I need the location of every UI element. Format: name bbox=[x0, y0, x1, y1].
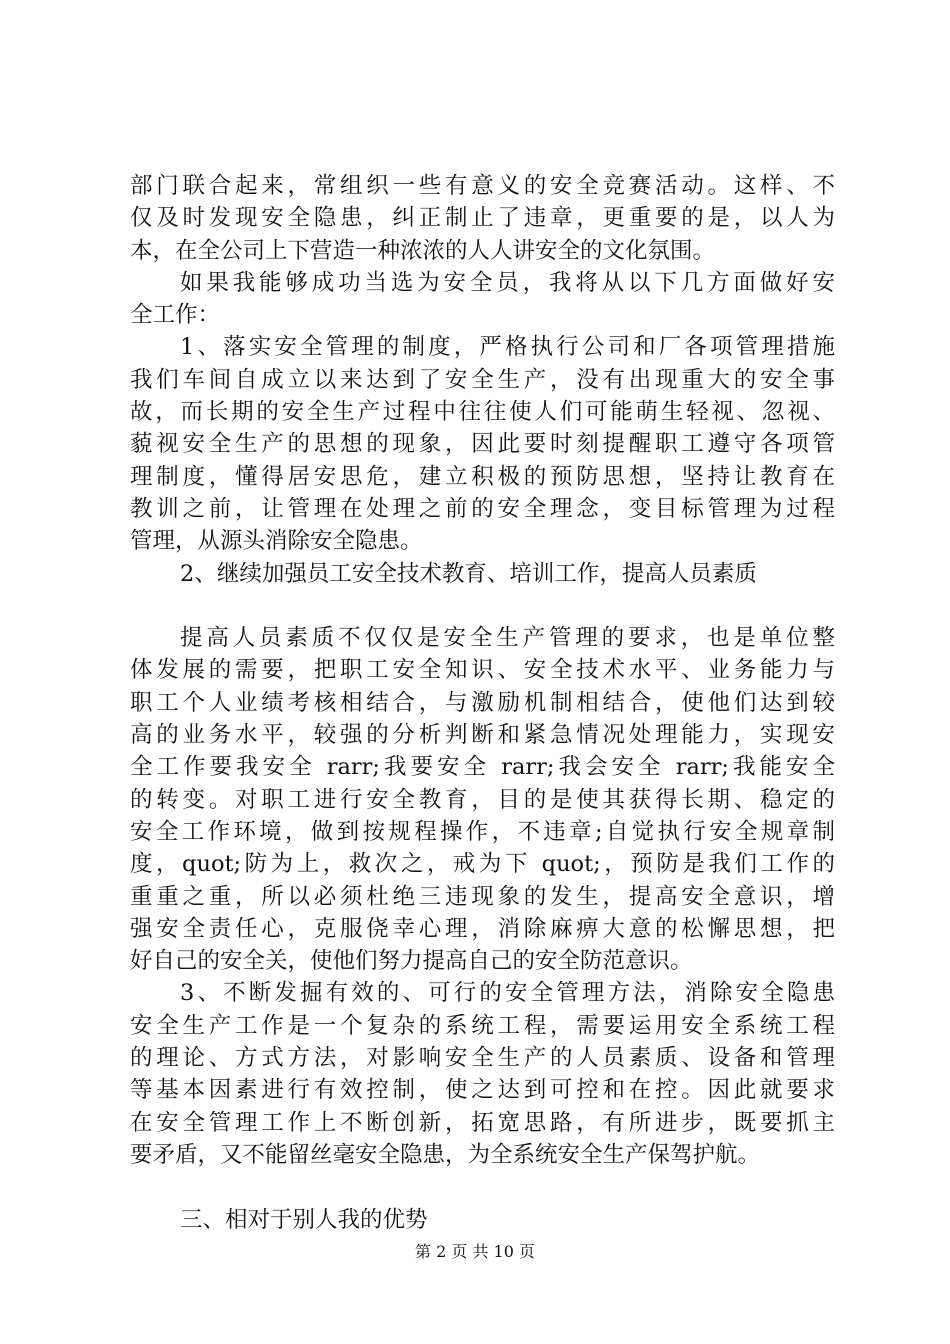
text-line: 等基本因素进行有效控制，使之达到可控和在控。因此就要求 bbox=[130, 1077, 835, 1104]
text-line: 在安全管理工作上不断创新，拓宽思路，有所进步，既要抓主 bbox=[130, 1109, 835, 1136]
text-line: 理制度，懂得居安思危，建立积极的预防思想，坚持让教育在 bbox=[130, 463, 835, 490]
text-line: 高的业务水平，较强的分析判断和紧急情况处理能力，实现安 bbox=[130, 722, 835, 749]
text-line: 1、落实安全管理的制度，严格执行公司和厂各项管理措施 bbox=[180, 334, 835, 361]
paragraph-item-2 bbox=[130, 558, 835, 590]
text-line: 3、不断发掘有效的、可行的安全管理方法，消除安全隐患 bbox=[180, 980, 835, 1007]
text-line: 重重之重，所以必须杜绝三违现象的发生，提高安全意识，增 bbox=[130, 883, 835, 910]
text-line: 安全生产工作是一个复杂的系统工程，需要运用安全系统工程 bbox=[130, 1012, 835, 1039]
text-line: 要矛盾，又不能留丝毫安全隐患，为全系统安全生产保驾护航。 bbox=[130, 1141, 761, 1168]
paragraph-quality bbox=[130, 622, 835, 977]
blank-line bbox=[130, 590, 835, 622]
text-line: 全工作要我安全 rarr;我要安全 rarr;我会安全 rarr;我能安全 bbox=[130, 754, 835, 781]
text-line: 2、继续加强员工安全技术教育、培训工作，提高人员素质 bbox=[180, 560, 757, 587]
text-line: 强安全责任心，克服侥幸心理，消除麻痹大意的松懈思想，把 bbox=[130, 915, 835, 942]
page-footer bbox=[0, 1240, 950, 1264]
paragraph-item-3 bbox=[130, 977, 835, 1171]
text-line: 管理，从源头消除安全隐患。 bbox=[130, 528, 423, 555]
text-line: 部门联合起来，常组织一些有意义的安全竞赛活动。这样、不 bbox=[130, 173, 835, 199]
page-number: 第 2 页 共 10 页 bbox=[415, 1242, 535, 1261]
text-line: 我们车间自成立以来达到了安全生产，没有出现重大的安全事 bbox=[130, 366, 835, 393]
document-body bbox=[130, 170, 835, 1236]
text-line: 提高人员素质不仅仅是安全生产管理的要求，也是单位整 bbox=[180, 625, 835, 652]
paragraph-competition bbox=[130, 170, 835, 267]
text-line: 安全工作环境，做到按规程操作，不违章;自觉执行安全规章制 bbox=[130, 818, 835, 845]
text-line: 故，而长期的安全生产过程中往往使人们可能萌生轻视、忽视、 bbox=[130, 399, 835, 426]
text-line: 的转变。对职工进行安全教育，目的是使其获得长期、稳定的 bbox=[130, 786, 835, 813]
text-line: 职工个人业绩考核相结合，与激励机制相结合，使他们达到较 bbox=[130, 689, 835, 716]
text-line: 好自己的安全关，使他们努力提高自己的安全防范意识。 bbox=[130, 948, 693, 975]
text-line: 体发展的需要，把职工安全知识、安全技术水平、业务能力与 bbox=[130, 657, 835, 684]
paragraph-item-1 bbox=[130, 331, 835, 557]
text-line: 如果我能够成功当选为安全员，我将从以下几方面做好安 bbox=[180, 269, 835, 296]
section-heading: 三、相对于别人我的优势 bbox=[180, 1206, 428, 1233]
text-line: 本，在全公司上下营造一种浓浓的人人讲安全的文化氛围。 bbox=[130, 237, 716, 264]
paragraph-intro bbox=[130, 267, 835, 332]
text-line: 全工作： bbox=[130, 302, 221, 329]
text-line: 度，quot;防为上，救次之，戒为下 quot;，预防是我们工作的 bbox=[130, 851, 835, 878]
text-line: 教训之前，让管理在处理之前的安全理念，变目标管理为过程 bbox=[130, 495, 835, 522]
section-heading-advantages bbox=[130, 1204, 835, 1236]
text-line: 仅及时发现安全隐患，纠正制止了违章，更重要的是，以人为 bbox=[130, 205, 835, 232]
blank-line bbox=[130, 1171, 835, 1203]
text-line: 藐视安全生产的思想的现象，因此要时刻提醒职工遵守各项管 bbox=[130, 431, 835, 458]
text-line: 的理论、方式方法，对影响安全生产的人员素质、设备和管理 bbox=[130, 1045, 835, 1072]
